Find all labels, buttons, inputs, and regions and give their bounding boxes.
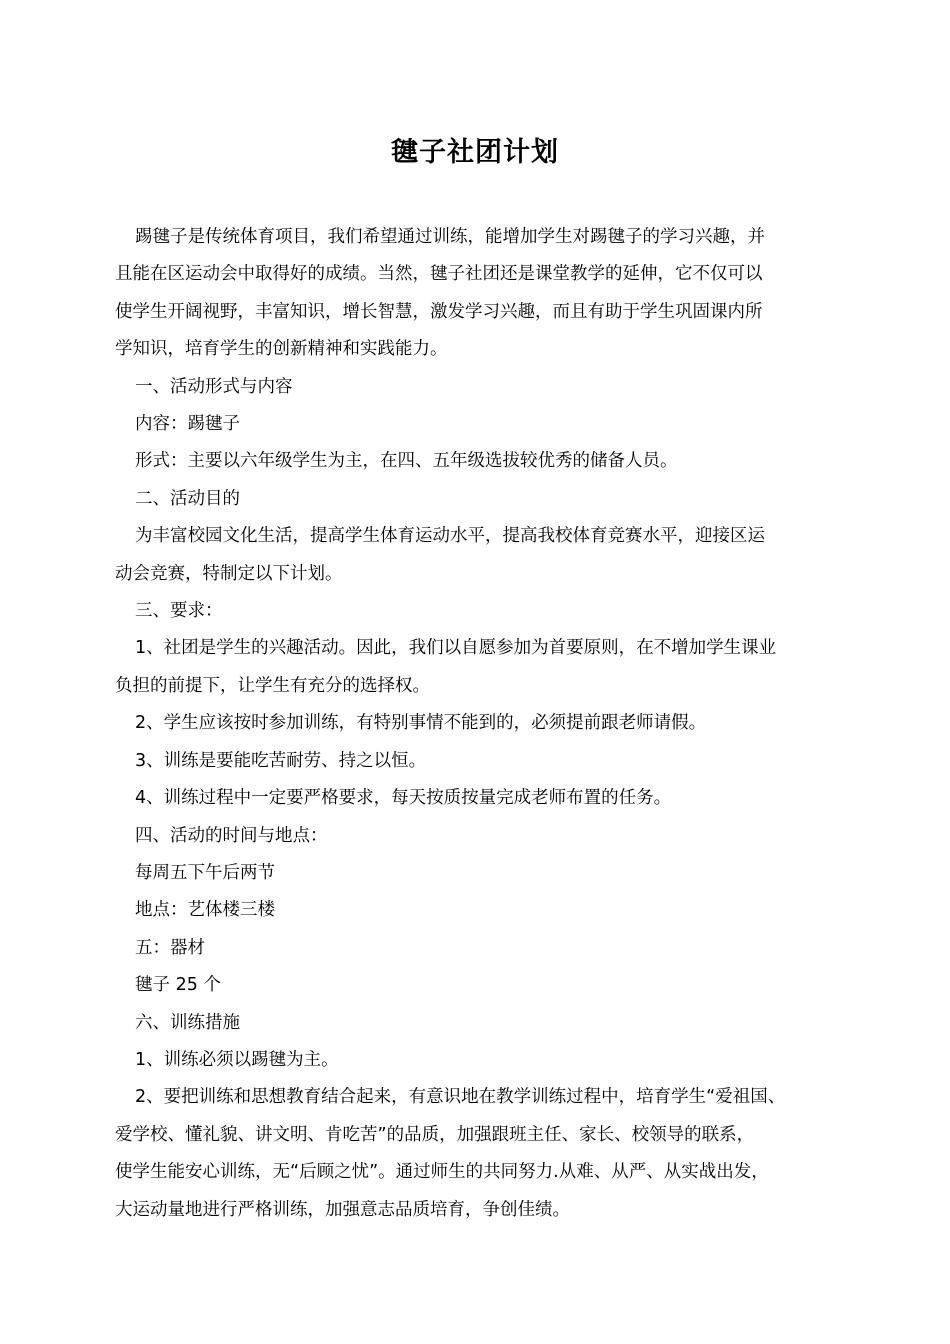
list-item-continuation: 大运动量地进行严格训练，加强意志品质培育，争创佳绩。 [115,1199,570,1220]
list-item: 2、要把训练和思想教育结合起来，有意识地在教学训练过程中，培育学生“爱祖国、 [135,1087,786,1108]
section-heading-3: 三、要求： [135,601,223,622]
paragraph-line: 且能在区运动会中取得好的成绩。当然，毽子社团还是课堂教学的延伸，它不仅可以 [115,264,763,285]
list-item-continuation: 负担的前提下，让学生有充分的选择权。 [115,675,430,696]
paragraph-line: 每周五下午后两节 [135,862,275,883]
list-item-continuation: 爱学校、懂礼貌、讲文明、肯吃苦”的品质，加强跟班主任、家长、校领导的联系， [115,1124,755,1145]
paragraph-line: 形式：主要以六年级学生为主，在四、五年级选拔较优秀的储备人员。 [135,451,678,472]
section-heading-5: 五：器材 [135,937,205,958]
section-heading-6: 六、训练措施 [135,1012,240,1033]
list-item: 1、训练必须以踢毽为主。 [135,1049,339,1070]
section-heading-2: 二、活动目的 [135,488,240,509]
paragraph-line: 动会竞赛，特制定以下计划。 [115,563,343,584]
document-title: 毽子社团计划 [391,137,559,168]
paragraph-line: 为丰富校园文化生活，提高学生体育运动水平，提高我校体育竞赛水平，迎接区运 [135,526,765,547]
list-item-continuation: 使学生能安心训练，无“后顾之忧”。通过师生的共同努力.从难、从严、从实战出发， [115,1162,769,1183]
paragraph-line: 地点：艺体楼三楼 [135,900,275,921]
list-item: 3、训练是要能吃苦耐劳、持之以恒。 [135,750,427,771]
paragraph-line: 学知识，培育学生的创新精神和实践能力。 [115,339,448,360]
list-item: 4、训练过程中一定要严格要求，每天按质按量完成老师布置的任务。 [135,788,672,809]
list-item: 2、学生应该按时参加训练，有特别事情不能到的，必须提前跟老师请假。 [135,713,707,734]
document-body [115,219,839,1229]
paragraph-line: 内容：踢毽子 [135,414,240,435]
paragraph-line: 毽子 25 个 [135,975,221,996]
list-item: 1、社团是学生的兴趣活动。因此，我们以自愿参加为首要原则，在不增加学生课业 [135,638,777,659]
paragraph-line: 踢毽子是传统体育项目，我们希望通过训练，能增加学生对踢毽子的学习兴趣，并 [135,227,765,247]
section-heading-4: 四、活动的时间与地点： [135,825,328,846]
section-heading-1: 一、活动形式与内容 [135,376,293,397]
paragraph-line: 使学生开阔视野，丰富知识，增长智慧，激发学习兴趣，而且有助于学生巩固课内所 [115,301,763,322]
